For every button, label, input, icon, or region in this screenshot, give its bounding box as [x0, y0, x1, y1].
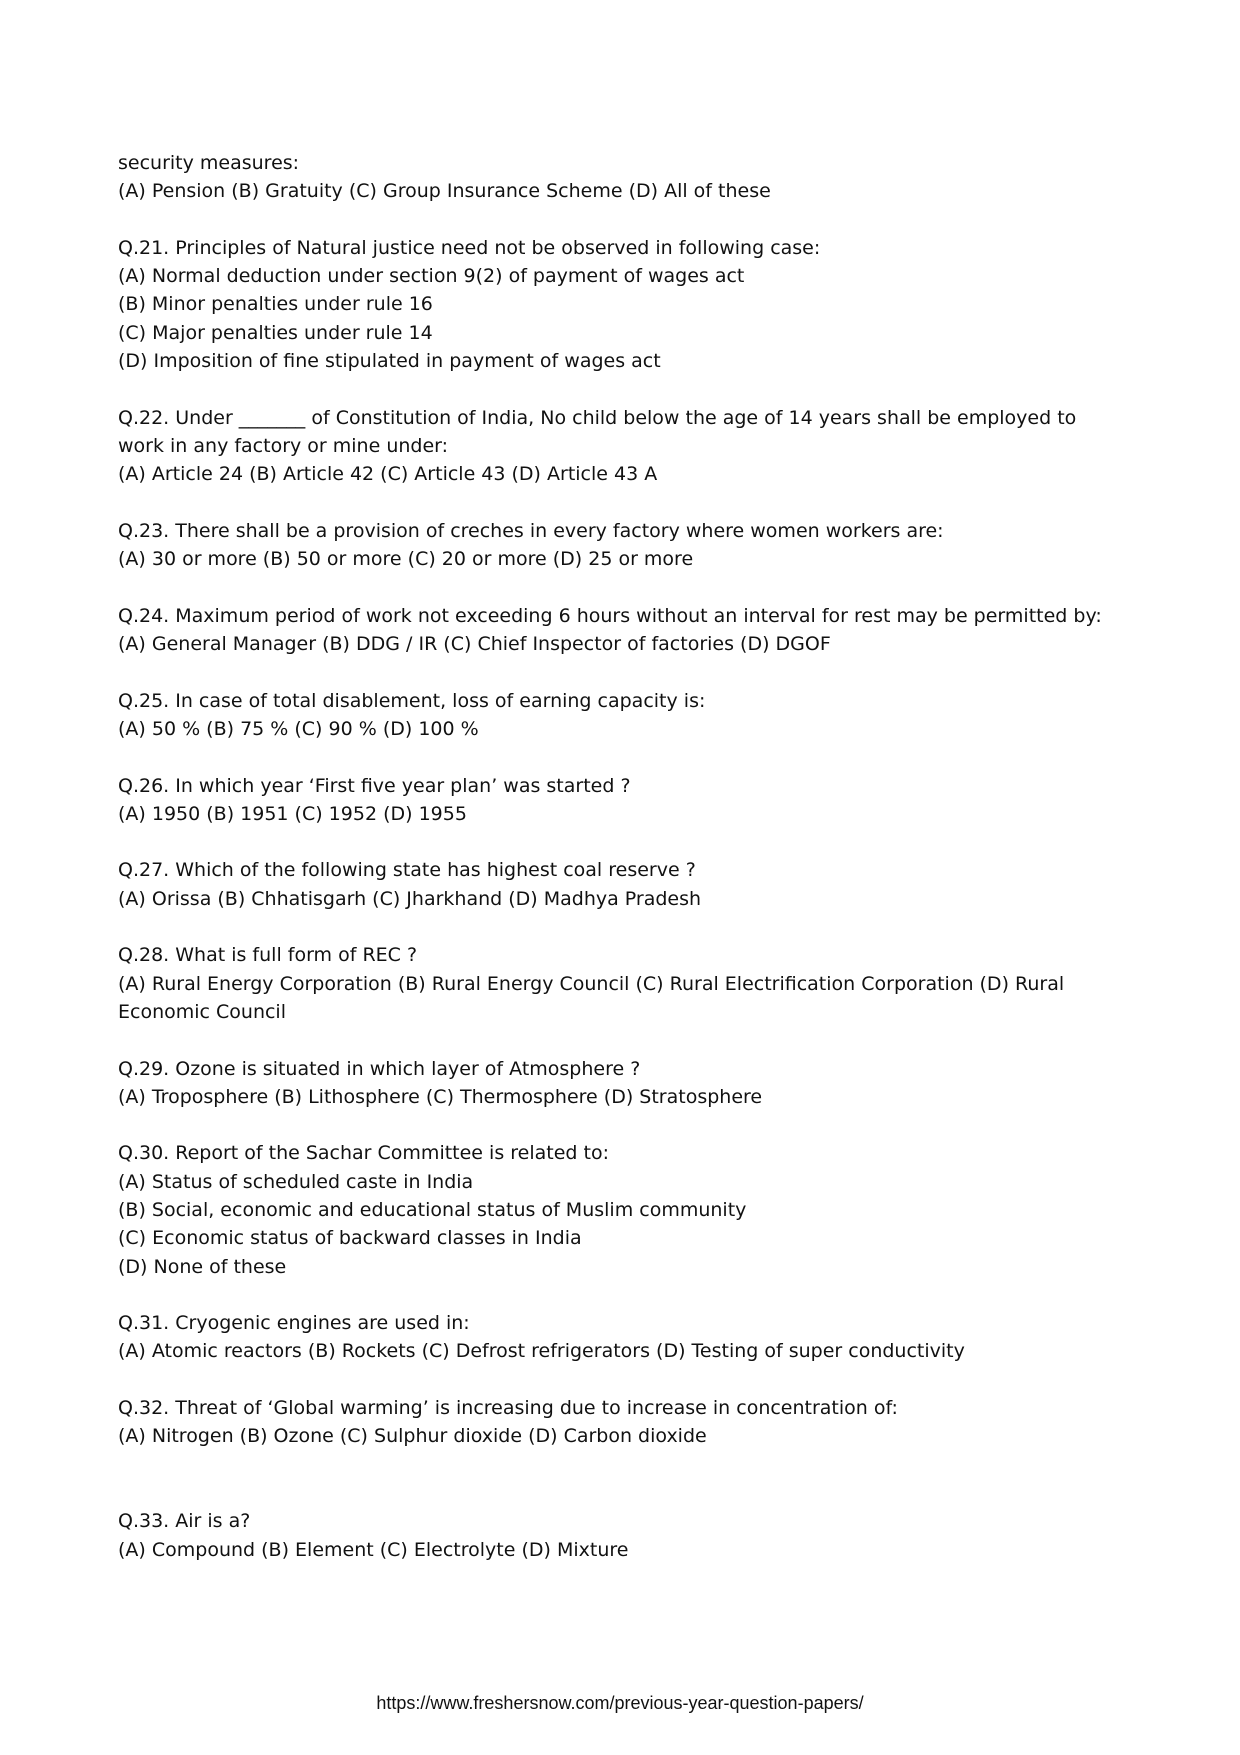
- spacer: [118, 658, 1128, 686]
- spacer: [118, 206, 1128, 234]
- option-30-a: (A) Status of scheduled caste in India: [118, 1170, 474, 1193]
- options-25: (A) 50 % (B) 75 % (C) 90 % (D) 100 %: [118, 717, 479, 740]
- question-30: Q.30. Report of the Sachar Committee is related to:: [118, 1142, 609, 1165]
- spacer: [118, 1111, 1128, 1139]
- option-30-b: (B) Social, economic and educational status of Muslim community: [118, 1198, 747, 1221]
- question-27: Q.27. Which of the following state has highest coal reserve ?: [118, 859, 696, 882]
- spacer: [118, 489, 1128, 517]
- question-32: Q.32. Threat of ‘Global warming’ is increasing due to increase in concentration of:: [118, 1397, 898, 1420]
- options-31: (A) Atomic reactors (B) Rockets (C) Defrost refrigerators (D) Testing of super conductivity: [118, 1340, 965, 1363]
- spacer: [118, 1281, 1128, 1309]
- option-30-d: (D) None of these: [118, 1255, 287, 1278]
- spacer: [118, 573, 1128, 601]
- answer-options: (A) Pension (B) Gratuity (C) Group Insurance Scheme (D) All of these: [118, 180, 771, 203]
- spacer: [118, 743, 1128, 771]
- spacer: [118, 1026, 1128, 1054]
- question-31: Q.31. Cryogenic engines are used in:: [118, 1312, 470, 1335]
- question-28: Q.28. What is full form of REC ?: [118, 944, 418, 967]
- question-29: Q.29. Ozone is situated in which layer of Atmosphere ?: [118, 1057, 641, 1080]
- options-29: (A) Troposphere (B) Lithosphere (C) Thermosphere (D) Stratosphere: [118, 1085, 763, 1108]
- question-text: security measures:: [118, 152, 300, 174]
- question-24: Q.24. Maximum period of work not exceeding 6 hours without an interval for rest may be permitted by:: [118, 604, 1102, 627]
- question-22: Q.22. Under _______ of Constitution of India, No child below the age of 14 years shall be employed to work in any factory or mine under:: [118, 406, 1077, 457]
- option-21-a: (A) Normal deduction under section 9(2) of payment of wages act: [118, 265, 745, 288]
- options-33: (A) Compound (B) Element (C) Electrolyte (D) Mixture: [118, 1538, 629, 1561]
- option-21-c: (C) Major penalties under rule 14: [118, 321, 433, 344]
- options-26: (A) 1950 (B) 1951 (C) 1952 (D) 1955: [118, 802, 467, 825]
- options-24: (A) General Manager (B) DDG / IR (C) Chief Inspector of factories (D) DGOF: [118, 633, 831, 656]
- question-21: Q.21. Principles of Natural justice need not be observed in following case:: [118, 236, 821, 259]
- question-26: Q.26. In which year ‘First five year plan’ was started ?: [118, 774, 631, 797]
- spacer: [118, 1366, 1128, 1394]
- options-32: (A) Nitrogen (B) Ozone (C) Sulphur dioxide (D) Carbon dioxide: [118, 1425, 707, 1448]
- question-33: Q.33. Air is a?: [118, 1510, 251, 1533]
- question-23: Q.23. There shall be a provision of creches in every factory where women workers are:: [118, 519, 944, 542]
- spacer: [118, 913, 1128, 941]
- option-21-b: (B) Minor penalties under rule 16: [118, 293, 433, 316]
- question-25: Q.25. In case of total disablement, loss of earning capacity is:: [118, 689, 706, 712]
- question-list: [118, 149, 1128, 1564]
- footer-url: https://www.freshersnow.com/previous-year-question-papers/: [376, 1693, 864, 1713]
- options-28: (A) Rural Energy Corporation (B) Rural Energy Council (C) Rural Electrification Corporation (D) Rural Economic Council: [118, 972, 1065, 1023]
- spacer: [118, 828, 1128, 856]
- spacer: [118, 375, 1128, 403]
- spacer: [118, 1451, 1128, 1508]
- options-23: (A) 30 or more (B) 50 or more (C) 20 or more (D) 25 or more: [118, 548, 694, 571]
- options-22: (A) Article 24 (B) Article 42 (C) Article 43 (D) Article 43 A: [118, 463, 658, 486]
- options-27: (A) Orissa (B) Chhatisgarh (C) Jharkhand (D) Madhya Pradesh: [118, 887, 702, 910]
- option-21-d: (D) Imposition of fine stipulated in payment of wages act: [118, 350, 661, 373]
- option-30-c: (C) Economic status of backward classes in India: [118, 1227, 582, 1250]
